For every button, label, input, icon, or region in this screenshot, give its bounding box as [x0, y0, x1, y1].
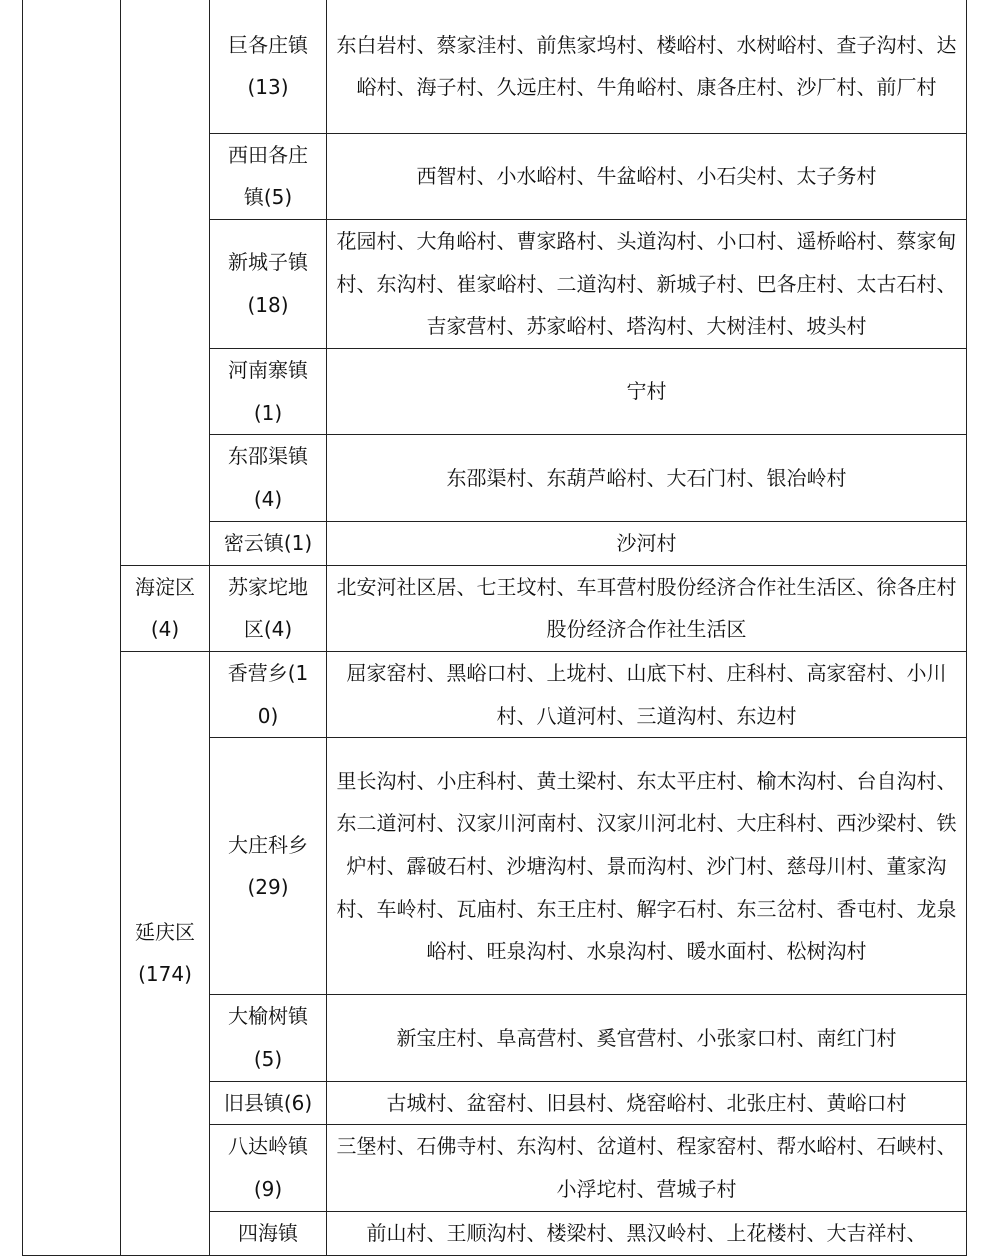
- table-row: [23, 651, 967, 737]
- villages-cell: 里长沟村、小庄科村、黄土梁村、东太平庄村、榆木沟村、台自沟村、东二道河村、汉家川河南村、汉家川河北村、大庄科村、西沙梁村、铁炉村、霹破石村、沙塘沟村、景而沟村、沙门村、慈母川村、董家沟村、车岭村、瓦庙村、东王庄村、解字石村、东三岔村、香屯村、龙泉峪村、旺泉沟村、水泉沟村、暖水面村、松树沟村: [327, 738, 967, 995]
- table-row: [23, 565, 967, 651]
- villages-cell: 沙河村: [327, 521, 967, 565]
- villages-cell: 西智村、小水峪村、牛盆峪村、小石尖村、太子务村: [327, 133, 967, 219]
- town-cell: 旧县镇(6): [210, 1081, 327, 1125]
- villages-cell: 前山村、王顺沟村、楼梁村、黑汉岭村、上花楼村、大吉祥村、: [327, 1211, 967, 1255]
- district-cell: 延庆区(174): [121, 651, 210, 1255]
- village-list-table: [22, 0, 967, 1256]
- villages-cell: 北安河社区居、七王坟村、车耳营村股份经济合作社生活区、徐各庄村股份经济合作社生活区: [327, 565, 967, 651]
- town-cell: 新城子镇(18): [210, 219, 327, 348]
- category-cell: [23, 0, 121, 1255]
- villages-cell: 屈家窑村、黑峪口村、上垅村、山底下村、庄科村、高家窑村、小川村、八道河村、三道沟村、东边村: [327, 651, 967, 737]
- villages-cell: 宁村: [327, 349, 967, 435]
- town-cell: 大庄科乡(29): [210, 738, 327, 995]
- town-cell: 河南寨镇(1): [210, 349, 327, 435]
- town-cell: 西田各庄镇(5): [210, 133, 327, 219]
- villages-cell: 新宝庄村、阜高营村、奚官营村、小张家口村、南红门村: [327, 995, 967, 1081]
- villages-cell: 东白岩村、蔡家洼村、前焦家坞村、楼峪村、水树峪村、查子沟村、达峪村、海子村、久远庄村、牛角峪村、康各庄村、沙厂村、前厂村: [327, 0, 967, 133]
- district-cell: 海淀区(4): [121, 565, 210, 651]
- villages-cell: 东邵渠村、东葫芦峪村、大石门村、银冶岭村: [327, 435, 967, 521]
- town-cell: 大榆树镇(5): [210, 995, 327, 1081]
- villages-cell: 花园村、大角峪村、曹家路村、头道沟村、小口村、遥桥峪村、蔡家甸村、东沟村、崔家峪村、二道沟村、新城子村、巴各庄村、太古石村、吉家营村、苏家峪村、塔沟村、大树洼村、坡头村: [327, 219, 967, 348]
- town-cell: 八达岭镇(9): [210, 1125, 327, 1211]
- town-cell: 苏家坨地区(4): [210, 565, 327, 651]
- villages-cell: 古城村、盆窑村、旧县村、烧窑峪村、北张庄村、黄峪口村: [327, 1081, 967, 1125]
- district-cell: [121, 0, 210, 565]
- table-row: [23, 0, 967, 133]
- town-cell: 东邵渠镇(4): [210, 435, 327, 521]
- villages-cell: 三堡村、石佛寺村、东沟村、岔道村、程家窑村、帮水峪村、石峡村、小浮坨村、营城子村: [327, 1125, 967, 1211]
- town-cell: 四海镇: [210, 1211, 327, 1255]
- town-cell: 香营乡(10): [210, 651, 327, 737]
- town-cell: 密云镇(1): [210, 521, 327, 565]
- town-cell: 巨各庄镇(13): [210, 0, 327, 133]
